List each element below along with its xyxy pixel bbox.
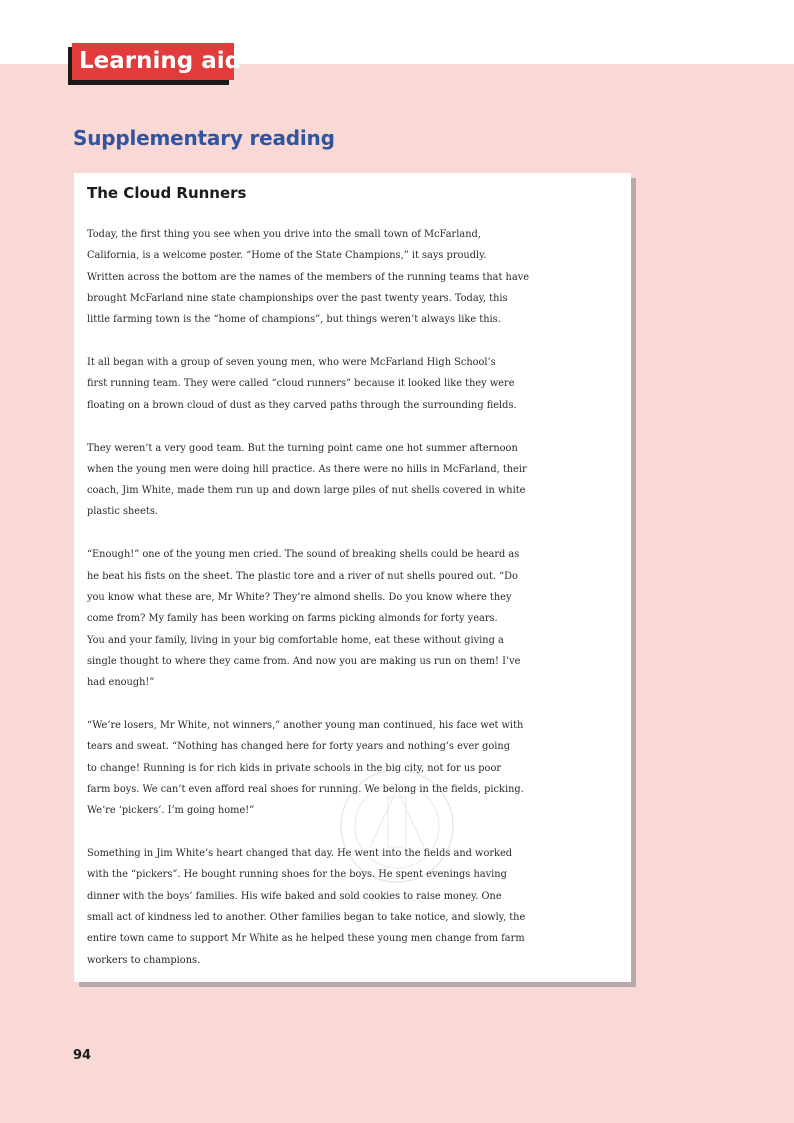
- paragraph-line: “Enough!” one of the young men cried. The sound of breaking shells could be heard as: [87, 549, 520, 561]
- paragraph-line: small act of kindness led to another. Other families began to take notice, and slowly, the: [87, 911, 526, 923]
- learning-aid-tag: Learning aid: [72, 43, 234, 80]
- story-paragraph: [87, 224, 631, 330]
- paragraph-line: floating on a brown cloud of dust as they carved paths through the surrounding fields.: [87, 399, 517, 411]
- paragraph-line: You and your family, living in your big comfortable home, eat these without giving a: [87, 634, 504, 646]
- paragraph-line: They weren’t a very good team. But the turning point came one hot summer afternoon: [87, 442, 518, 454]
- paragraph-line: plastic sheets.: [87, 506, 158, 518]
- paragraph-line: dinner with the boys’ families. His wife baked and sold cookies to raise money. One: [87, 890, 502, 902]
- paragraph-line: single thought to where they came from. And now you are making us run on them! I’ve: [87, 655, 521, 667]
- story-paragraph: [87, 544, 631, 693]
- paragraph-line: you know what these are, Mr White? They’re almond shells. Do you know where they: [87, 591, 512, 603]
- seal-watermark-icon: [318, 767, 476, 885]
- paragraph-line: he beat his fists on the sheet. The plastic tore and a river of nut shells poured out. “Do: [87, 570, 518, 582]
- page-number: 94: [73, 1048, 92, 1063]
- paragraph-line: Something in Jim White’s heart changed that day. He went into the fields and worked: [87, 848, 513, 860]
- section-title: Supplementary reading: [73, 126, 335, 150]
- paragraph-line: with the “pickers”. He bought running shoes for the boys. He spent evenings having: [87, 869, 507, 881]
- paragraph-line: first running team. They were called “cloud runners” because it looked like they were: [87, 378, 515, 390]
- paragraph-line: when the young men were doing hill practice. As there were no hills in McFarland, their: [87, 463, 527, 475]
- paragraph-line: little farming town is the “home of champions”, but things weren’t always like this.: [87, 314, 501, 326]
- paragraph-line: It all began with a group of seven young men, who were McFarland High School’s: [87, 357, 496, 369]
- paragraph-line: farm boys. We can’t even afford real shoes for running. We belong in the fields, picking.: [87, 783, 524, 795]
- story-title: The Cloud Runners: [87, 184, 247, 202]
- paragraph-line: workers to champions.: [87, 954, 201, 966]
- paragraph-line: entire town came to support Mr White as he helped these young men change from farm: [87, 933, 525, 945]
- paragraph-line: come from? My family has been working on farms picking almonds for forty years.: [87, 613, 498, 625]
- paragraph-line: “We’re losers, Mr White, not winners,” another young man continued, his face wet with: [87, 720, 524, 732]
- paragraph-line: California, is a welcome poster. “Home of the State Champions,” it says proudly.: [87, 250, 487, 262]
- paragraph-line: Today, the first thing you see when you drive into the small town of McFarland,: [87, 229, 481, 240]
- story-paragraph: [87, 438, 631, 523]
- paragraph-line: Written across the bottom are the names of the members of the running teams that have: [87, 271, 530, 283]
- paragraph-line: brought McFarland nine state championships over the past twenty years. Today, this: [87, 292, 508, 304]
- paragraph-line: coach, Jim White, made them run up and down large piles of nut shells covered in white: [87, 485, 526, 497]
- paragraph-line: tears and sweat. “Nothing has changed here for forty years and nothing’s ever going: [87, 741, 510, 753]
- paragraph-line: We’re ‘pickers’. I’m going home!”: [87, 805, 255, 817]
- paragraph-line: to change! Running is for rich kids in private schools in the big city, not for us poor: [87, 762, 502, 774]
- story-paragraph: [87, 352, 631, 416]
- paragraph-line: had enough!”: [87, 677, 155, 689]
